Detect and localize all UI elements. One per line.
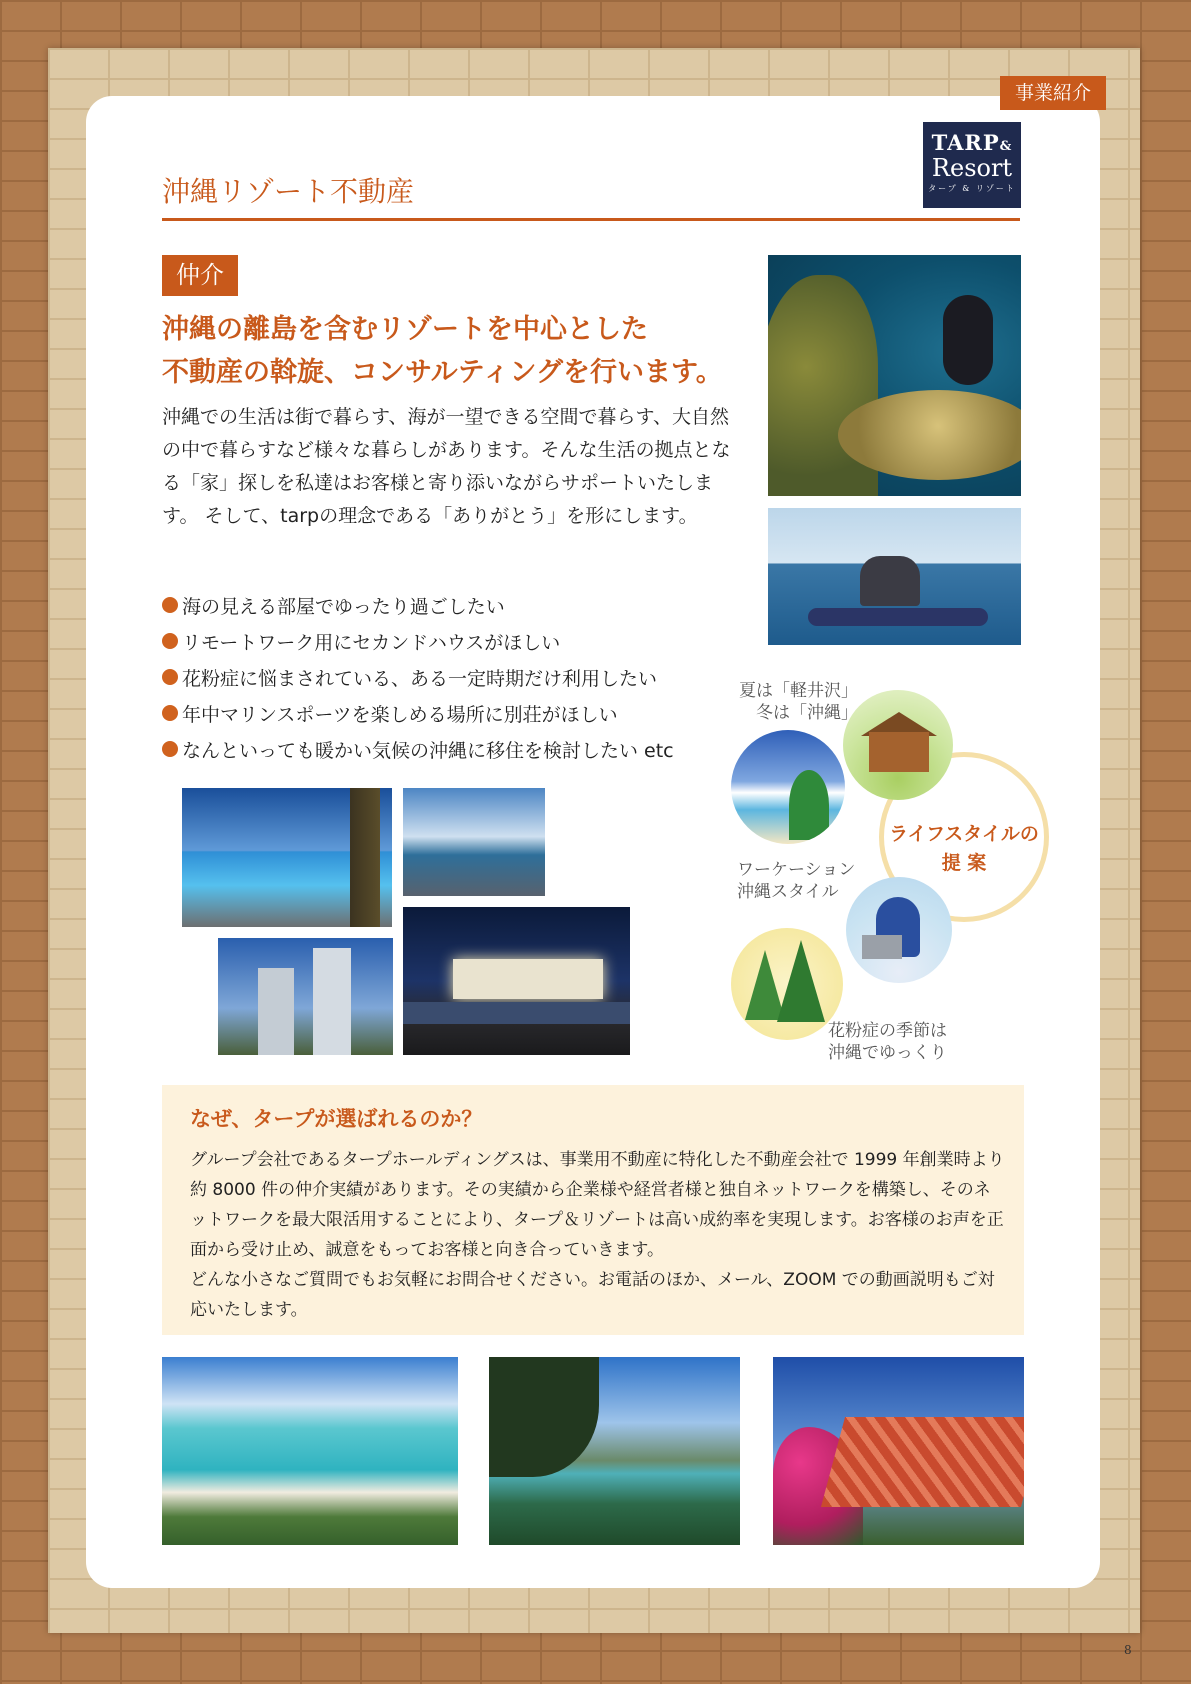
bullet-dot-icon	[162, 669, 178, 685]
mountain-house-icon	[843, 690, 953, 800]
paddleboard-photo	[768, 508, 1021, 645]
workcation-caption: ワーケーション 沖縄スタイル	[737, 860, 856, 902]
headline-line2: 不動産の斡旋、コンサルティングを行います。	[162, 357, 723, 388]
page-title: 沖縄リゾート不動産	[162, 175, 415, 208]
beach-palm-icon	[731, 730, 845, 844]
infinity-pool-photo	[182, 788, 392, 927]
why-body: グループ会社であるタープホールディングスは、事業用不動産に特化した不動産会社で 1999 年創業時より約 8000 件の仲介実績があります。その実績から企業様や経営者様と独自ネットワークを構築し、そのネットワークを最大限活用することにより、タープ＆リゾートは高い成約率を実現します。お客様のお声を正面から受け止め、誠意をもってお客様と向き合っていきます。 どんな小さなご質問でもお気軽にお問合せください。お電話のほか、メール、ZOOM での動画説明もご対応いたします。	[190, 1150, 1005, 1320]
summer-winter-caption: 夏は「軽井沢」 冬は「沖縄」	[739, 681, 858, 723]
list-item: なんといっても暖かい気候の沖縄に移住を検討したい etc	[162, 731, 674, 767]
needs-list	[162, 587, 674, 767]
logo-line2: Resort	[931, 154, 1013, 182]
bullet-dot-icon	[162, 705, 178, 721]
why-title: なぜ、タープが選ばれるのか？	[190, 1107, 483, 1131]
beach-resort-photo	[162, 1357, 458, 1545]
okinawa-roof-photo	[773, 1357, 1024, 1545]
lifestyle-proposal-text: ライフスタイルの 提 案	[889, 823, 1039, 874]
island-bay-photo	[489, 1357, 740, 1545]
category-label: 仲介	[162, 255, 238, 296]
list-item: 年中マリンスポーツを楽しめる場所に別荘がほしい	[162, 695, 674, 731]
intro-paragraph: 沖縄での生活は街で暮らす、海が一望できる空間で暮らす、大自然の中で暮らすなど様々な暮らしがあります。そんな生活の拠点となる「家」探しを私達はお客様と寄り添いながらサポートいたします。 そして、tarpの理念である「ありがとう」を形にします。	[162, 406, 731, 527]
logo-line1: TARP	[931, 130, 1000, 155]
bullet-dot-icon	[162, 633, 178, 649]
headline-line1: 沖縄の離島を含むリゾートを中心とした	[162, 314, 648, 345]
night-villa-photo	[403, 907, 630, 1055]
diving-photo	[768, 255, 1021, 496]
list-item: 海の見える部屋でゆったり過ごしたい	[162, 587, 674, 623]
list-item: リモートワーク用にセカンドハウスがほしい	[162, 623, 674, 659]
headline	[162, 308, 762, 394]
remote-worker-icon	[846, 877, 952, 983]
harbor-photo	[403, 788, 545, 896]
bullet-dot-icon	[162, 741, 178, 757]
logo-line3: タープ & リゾート	[928, 184, 1016, 193]
logo-amp: &	[999, 139, 1013, 154]
title-divider	[162, 218, 1020, 221]
section-tag: 事業紹介	[1000, 76, 1106, 110]
why-choose-section	[162, 1085, 1024, 1335]
bullet-dot-icon	[162, 597, 178, 613]
resort-tower-photo	[218, 938, 393, 1055]
pollen-caption: 花粉症の季節は 沖縄でゆっくり	[828, 1021, 947, 1063]
list-item: 花粉症に悩まされている、ある一定時期だけ利用したい	[162, 659, 674, 695]
page-number: 8	[1124, 1643, 1132, 1657]
company-logo	[923, 122, 1021, 208]
cedar-tree-icon	[731, 928, 843, 1040]
